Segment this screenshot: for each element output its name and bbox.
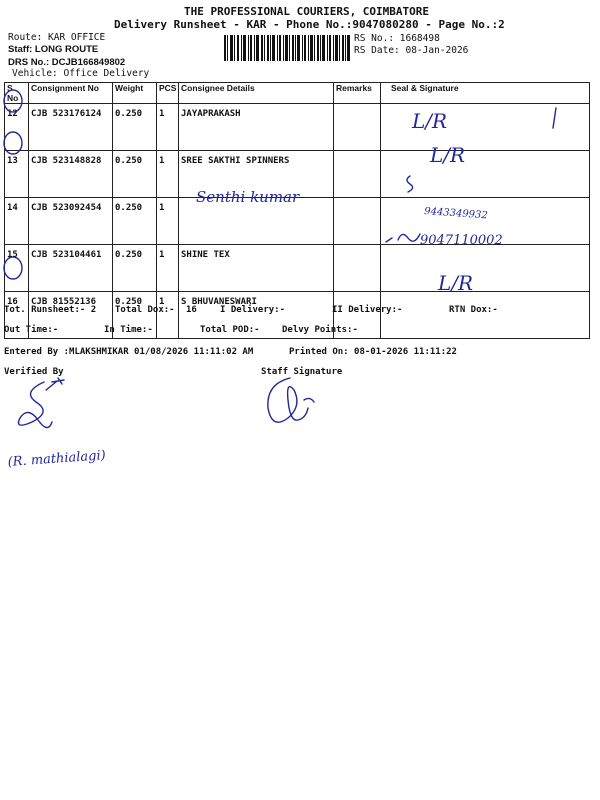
cell-consignee: SREE SAKTHI SPINNERS (179, 151, 334, 198)
cell-pcs: 1 (157, 151, 179, 198)
seal-lr-12: L/R (412, 109, 448, 133)
sno-circle-12 (4, 90, 22, 112)
cell-pcs: 1 (157, 245, 179, 292)
cell-consignment: CJB 523092454 (29, 198, 113, 245)
sno-circle-13 (4, 132, 22, 154)
in-time: In Time:- (104, 325, 153, 335)
seal-phone-15: 9047110002 (420, 233, 503, 248)
cell-sno: 14 (5, 198, 29, 245)
col-consignee: Consignee Details (179, 83, 334, 104)
rs-number: RS No.: 1668498 (354, 33, 440, 44)
total-dox-value: 16 (186, 305, 197, 315)
verified-signature (19, 378, 65, 428)
out-time: Out Time:- (4, 325, 59, 335)
cell-consignee: SHINE TEX (179, 245, 334, 292)
verified-by-label: Verified By (4, 367, 64, 377)
staff-signature (268, 378, 314, 422)
col-weight: Weight (113, 83, 157, 104)
cell-sno: 16 (5, 292, 29, 339)
staff-signature-label: Staff Signature (261, 367, 343, 377)
cell-pcs: 1 (157, 292, 179, 339)
handwriting-overlay (0, 80, 600, 380)
staff-label: Staff: LONG ROUTE (8, 44, 99, 55)
cell-weight: 0.250 (113, 292, 157, 339)
cell-sno: 15 (5, 245, 29, 292)
entered-by: Entered By :MLAKSHMIKAR 01/08/2026 11:11:02 AM (4, 347, 254, 357)
slash-mark (553, 108, 556, 128)
cell-consignee: JAYAPRAKASH (179, 104, 334, 151)
col-sno: S No (5, 83, 29, 104)
runsheet-subtitle: Delivery Runsheet - KAR - Phone No.:9047080280 - Page No.:2 (114, 18, 505, 31)
barcode-image (224, 35, 352, 61)
cell-consignment: CJB 523176124 (29, 104, 113, 151)
delvy-points: Delvy Points:- (282, 325, 358, 335)
col-pcs: PCS (157, 83, 179, 104)
seal-phone-14: 9443349932 (423, 206, 489, 222)
sno-circle-16 (4, 257, 22, 279)
seal-lr-16: L/R (438, 271, 474, 295)
signature-row14 (407, 176, 413, 192)
cell-consignment: CJB 81552136 (29, 292, 113, 339)
total-pod: Total POD:- (200, 325, 260, 335)
route-label: Route: KAR OFFICE (8, 32, 106, 43)
vehicle-label: Vehicle: Office Delivery (12, 68, 150, 79)
cell-consignment: CJB 523104461 (29, 245, 113, 292)
cell-sno: 13 (5, 151, 29, 198)
company-title: THE PROFESSIONAL COURIERS, COIMBATORE (184, 5, 430, 18)
footer-handwriting (0, 360, 600, 500)
rs-date: RS Date: 08-Jan-2026 (354, 45, 469, 56)
total-dox-label: Total Dox:- (115, 305, 175, 315)
handwritten-note: (R. mathialagi) (7, 448, 107, 470)
cell-weight: 0.250 (113, 198, 157, 245)
cell-consignment: CJB 523148828 (29, 151, 113, 198)
cell-pcs: 1 (157, 198, 179, 245)
cell-pcs: 1 (157, 104, 179, 151)
seal-lr-13: L/R (430, 143, 466, 167)
rtn-dox: RTN Dox:- (449, 305, 498, 315)
cell-weight: 0.250 (113, 104, 157, 151)
col-consignment: Consignment No (29, 83, 113, 104)
printed-on: Printed On: 08-01-2026 11:11:22 (289, 347, 457, 357)
col-seal-signature: Seal & Signature (381, 83, 590, 104)
i-delivery: I Delivery:- (220, 305, 286, 315)
ii-delivery: II Delivery:- (332, 305, 403, 315)
cell-consignee: S BHUVANESWARI (179, 292, 334, 339)
handwritten-consignee: Senthi kumar (196, 188, 300, 206)
signature-row15 (386, 234, 420, 242)
cell-weight: 0.250 (113, 245, 157, 292)
cell-sno: 12 (5, 104, 29, 151)
cell-weight: 0.250 (113, 151, 157, 198)
col-remarks: Remarks (334, 83, 381, 104)
tot-runsheet: Tot. Runsheet:- 2 (4, 305, 97, 315)
drs-number: DRS No.: DCJB166849802 (8, 57, 126, 68)
